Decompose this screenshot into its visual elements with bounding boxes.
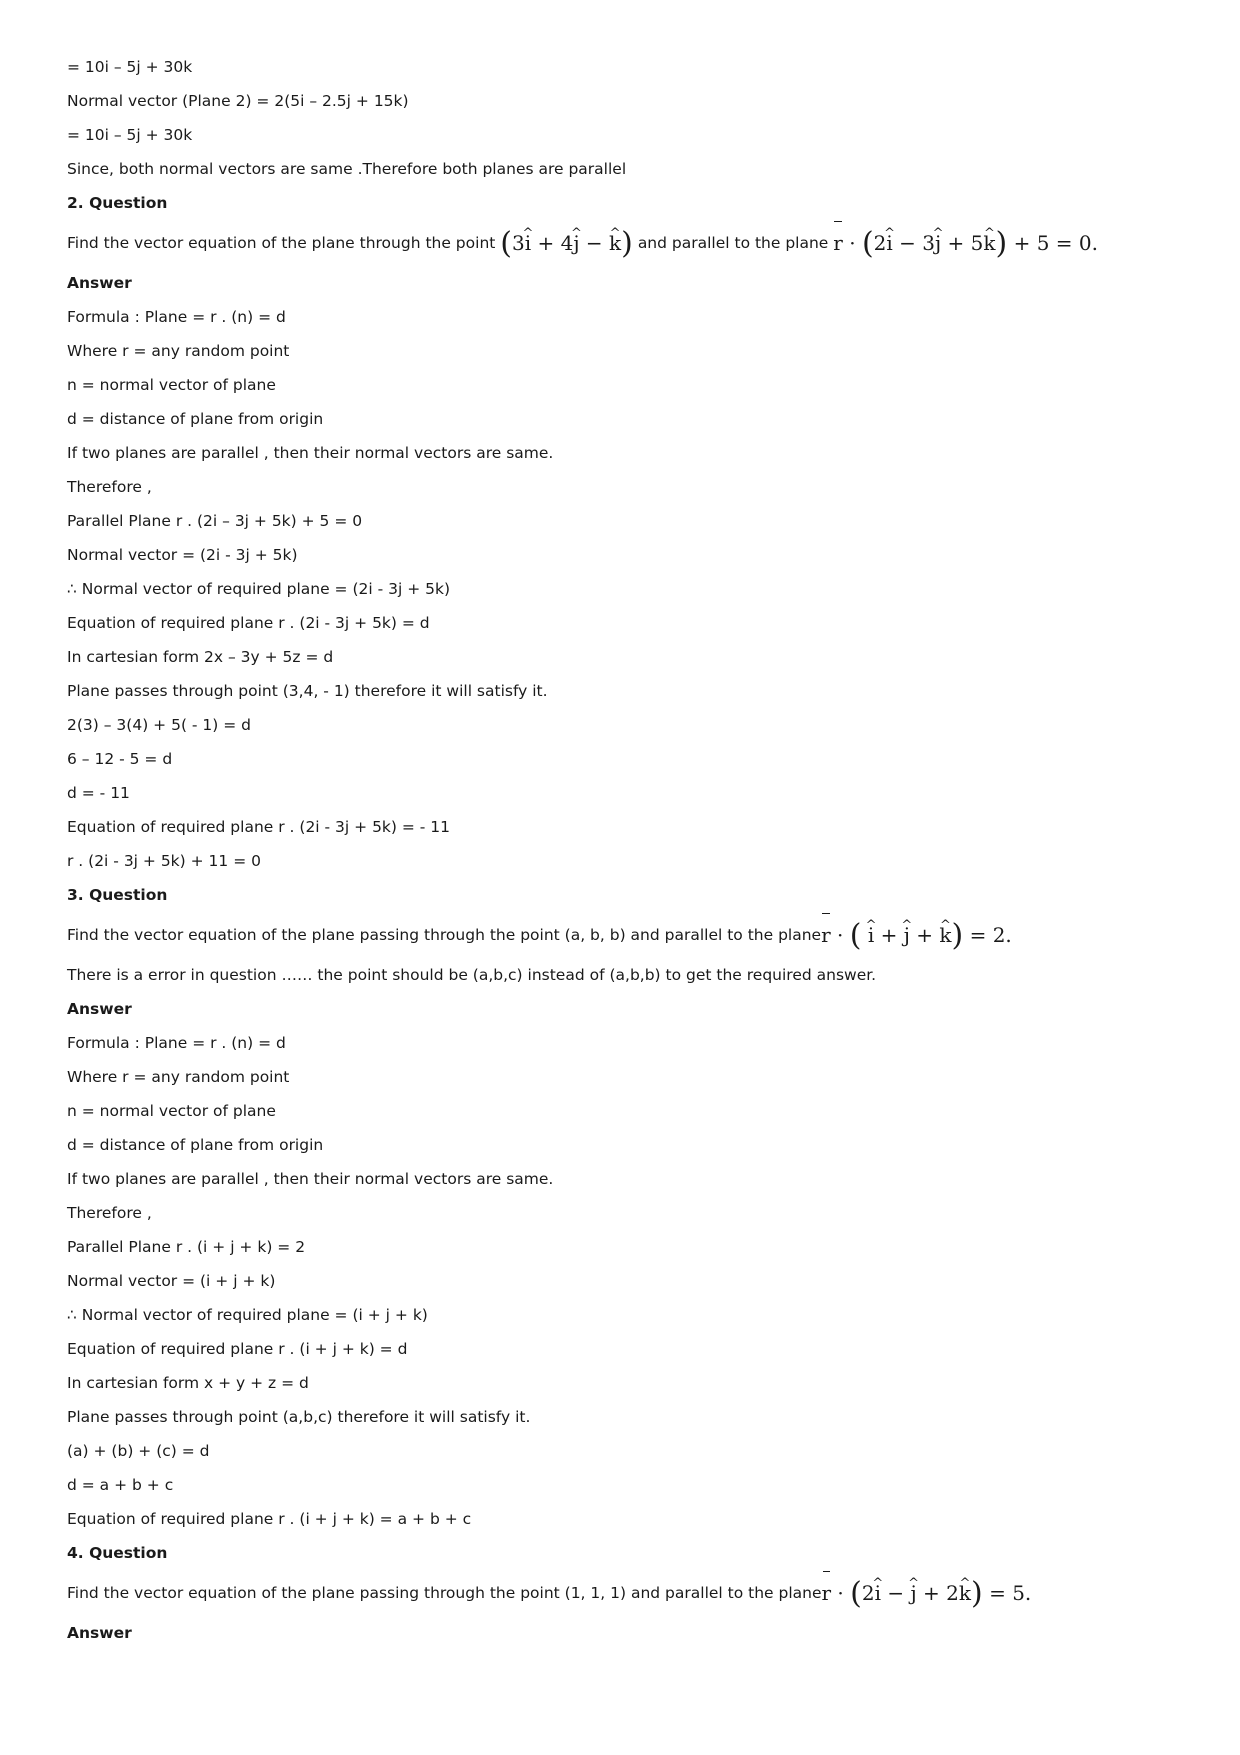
answer-line: Therefore , — [67, 478, 152, 496]
answer-line: (a) + (b) + (c) = d — [67, 1442, 210, 1460]
text-line: Normal vector (Plane 2) = 2(5i – 2.5j + 15k) — [67, 92, 409, 110]
question-text — [67, 1570, 1177, 1616]
answer-line: If two planes are parallel , then their normal vectors are same. — [67, 1170, 554, 1188]
answer-line: Parallel Plane r . (i + j + k) = 2 — [67, 1238, 306, 1256]
answer-line: d = distance of plane from origin — [67, 410, 324, 428]
answer-line: Equation of required plane r . (2i - 3j + 5k) = d — [67, 614, 430, 632]
point-equation: (3i ^ + 4j ^ − k ^) — [500, 220, 633, 267]
text-line: = 10i – 5j + 30k — [67, 58, 193, 76]
answer-line: Equation of required plane r . (i + j + k) = a + b + c — [67, 1510, 472, 1528]
answer-line: Plane passes through point (3,4, - 1) therefore it will satisfy it. — [67, 682, 548, 700]
document-page — [67, 50, 1177, 1650]
answer-line: Where r = any random point — [67, 1068, 290, 1086]
question-text — [67, 912, 1177, 958]
answer-line: Normal vector = (2i - 3j + 5k) — [67, 546, 298, 564]
answer-line: ∴ Normal vector of required plane = (2i - 3j + 5k) — [67, 580, 451, 598]
answer-line: Normal vector = (i + j + k) — [67, 1272, 276, 1290]
question-text-part: Find the vector equation of the plane through the point — [67, 234, 496, 252]
answer-line: ∴ Normal vector of required plane = (i + j + k) — [67, 1306, 428, 1324]
answer-line: Equation of required plane r . (i + j + k) = d — [67, 1340, 408, 1358]
question-text — [67, 220, 1177, 266]
answer-line: d = - 11 — [67, 784, 130, 802]
answer-label: Answer — [67, 1000, 132, 1018]
question-heading: 2. Question — [67, 194, 168, 212]
question-heading: 4. Question — [67, 1544, 168, 1562]
answer-label: Answer — [67, 1624, 132, 1642]
answer-line: Equation of required plane r . (2i - 3j + 5k) = - 11 — [67, 818, 451, 836]
answer-line: Formula : Plane = r . (n) = d — [67, 308, 286, 326]
answer-body — [67, 1026, 1177, 1536]
text-line: = 10i – 5j + 30k — [67, 126, 193, 144]
plane-equation: r · (2i ^ − 3j ^ + 5k ^) + 5 = 0. — [833, 220, 1098, 267]
question-text-part: Find the vector equation of the plane passing through the point (1, 1, 1) and parallel to the plane — [67, 1584, 822, 1602]
answer-line: Plane passes through point (a,b,c) therefore it will satisfy it. — [67, 1408, 531, 1426]
question-text-part: and parallel to the plane — [637, 234, 829, 252]
answer-line: d = distance of plane from origin — [67, 1136, 324, 1154]
answer-line: d = a + b + c — [67, 1476, 174, 1494]
answer-label: Answer — [67, 274, 132, 292]
answer-line: Therefore , — [67, 1204, 152, 1222]
answer-line: n = normal vector of plane — [67, 1102, 276, 1120]
question-heading: 3. Question — [67, 886, 168, 904]
answer-line: If two planes are parallel , then their normal vectors are same. — [67, 444, 554, 462]
question-note: There is a error in question …… the point should be (a,b,c) instead of (a,b,b) to get the required answer. — [67, 966, 877, 984]
answer-line: 2(3) – 3(4) + 5( - 1) = d — [67, 716, 252, 734]
question-text-part: Find the vector equation of the plane passing through the point (a, b, b) and parallel to the plane — [67, 926, 822, 944]
answer-body — [67, 300, 1177, 878]
text-line: Since, both normal vectors are same .Therefore both planes are parallel — [67, 160, 627, 178]
plane-equation: r · (2i ^ − j ^ + 2k ^) = 5. — [822, 1570, 1032, 1617]
answer-line: In cartesian form 2x – 3y + 5z = d — [67, 648, 334, 666]
answer-line: Parallel Plane r . (2i – 3j + 5k) + 5 = 0 — [67, 512, 363, 530]
answer-line: r . (2i - 3j + 5k) + 11 = 0 — [67, 852, 261, 870]
answer-line: n = normal vector of plane — [67, 376, 276, 394]
answer-line: In cartesian form x + y + z = d — [67, 1374, 309, 1392]
plane-equation: r · ( i ^ + j ^ + k ^) = 2. — [821, 912, 1012, 959]
answer-line: Where r = any random point — [67, 342, 290, 360]
answer-line: Formula : Plane = r . (n) = d — [67, 1034, 286, 1052]
answer-line: 6 – 12 - 5 = d — [67, 750, 173, 768]
